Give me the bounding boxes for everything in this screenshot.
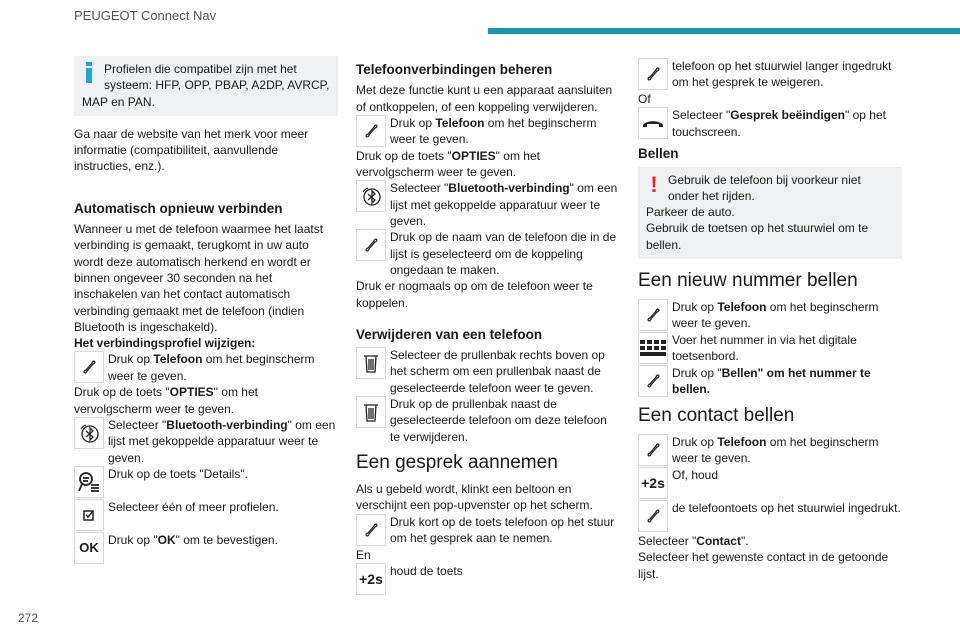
bluetooth-icon	[74, 417, 104, 449]
text-run: Druk op de naam van de telefoon die in de lijst is geselecteerd om de koppeling ongedaan te maken.	[390, 230, 617, 277]
instruction-step	[638, 332, 902, 365]
trash-icon	[356, 396, 386, 428]
text-run: om het beginscherm weer te geven.	[390, 115, 597, 147]
phone-icon	[74, 351, 104, 383]
instruction-step	[638, 500, 902, 533]
text-run: Als u gebeld wordt, klinkt een beltoon en verschijnt een pop-upvenster op het scherm.	[356, 481, 593, 513]
bluetooth-icon	[356, 180, 386, 212]
bold-text: OK	[157, 532, 176, 547]
phone-icon	[638, 500, 668, 532]
paragraph	[74, 335, 338, 351]
text-run: " om een lijst met gekoppelde apparatuur weer te geven.	[108, 418, 336, 465]
note-line: Gebruik de toetsen op het stuurwiel om te bellen.	[646, 221, 869, 252]
hangup-icon	[638, 107, 668, 139]
checkbox-icon	[74, 499, 104, 531]
column-3	[638, 58, 902, 582]
text-run: " om het vervolgscherm weer te geven.	[74, 385, 258, 416]
text-run: Druk op	[108, 352, 154, 367]
text-run: " om een lijst met gekoppelde apparatuur weer te geven.	[390, 181, 618, 229]
text-run: Druk op de toets "Details".	[108, 466, 248, 481]
instruction-step	[74, 532, 338, 565]
instruction-step	[74, 466, 338, 499]
instruction-step	[356, 115, 620, 148]
section-title: Een nieuw nummer bellen	[638, 270, 858, 292]
phone-icon	[356, 229, 386, 261]
bold-text: Bluetooth-verbinding	[448, 181, 570, 196]
section-title: Een contact bellen	[638, 405, 795, 427]
bold-text: Bluetooth-verbinding	[166, 418, 288, 433]
phone-icon	[356, 514, 386, 546]
text-run: Selecteer "	[390, 181, 449, 196]
paragraph	[356, 547, 620, 563]
paragraph	[356, 278, 620, 311]
bold-text: Telefoon	[717, 435, 767, 450]
text-run: Wanneer u met de telefoon waarmee het laatst verbinding is gemaakt, terugkomt in uw auto wordt deze automatisch herkend en wordt er binnen ongeveer 30 seconden na het inschakelen van het contact automatisch verbinding gemaakt met de telefoon (indien Bluetooth is ingeschakeld).	[74, 222, 324, 334]
bold-text: Gesprek beëindigen	[730, 108, 845, 123]
text-run: Selecteer het gewenste contact in de getoonde lijst.	[638, 550, 889, 581]
bold-text: Bellen" om het nummer te bellen.	[672, 366, 871, 397]
spacer	[74, 175, 338, 185]
paragraph	[74, 221, 338, 335]
text-run: om het beginscherm weer te geven.	[672, 300, 879, 331]
spacer	[356, 311, 620, 321]
text-run: " op het touchscreen.	[672, 108, 886, 139]
text-run: Druk kort op de toets telefoon op het stuur om het gesprek aan te nemen.	[390, 514, 615, 545]
bold-text: Het verbindingsprofiel wijzigen:	[74, 336, 256, 351]
text-run: ".	[740, 534, 749, 549]
text-run: telefoon op het stuurwiel langer ingedrukt om het gesprek te weigeren.	[672, 59, 892, 90]
bold-text: Telefoon	[153, 352, 203, 367]
instruction-step	[356, 180, 620, 229]
bold-text: Contact	[696, 534, 741, 549]
text-run: Of, houd	[672, 468, 719, 483]
instruction-step	[74, 417, 338, 466]
subsection-title: Telefoonverbindingen beheren	[356, 62, 553, 77]
text-run: Druk op de toets "	[74, 385, 170, 400]
phone-icon	[356, 115, 386, 147]
paragraph	[638, 91, 902, 107]
phone-icon	[638, 365, 668, 397]
ok-icon: OK	[74, 532, 104, 564]
warning-note	[638, 167, 902, 259]
text-run: Ga naar de website van het merk voor meer informatie (compatibiliteit, aanvullende instructies, enz.).	[74, 126, 309, 174]
text-run: Druk op "	[108, 532, 158, 547]
instruction-step	[638, 365, 902, 398]
text-run: om het beginscherm weer te geven.	[108, 352, 315, 383]
instruction-step	[638, 58, 902, 91]
text-run: Of	[638, 92, 651, 106]
running-header: PEUGEOT Connect Nav	[74, 8, 217, 23]
instruction-step	[356, 396, 620, 445]
plus2s-icon: +2s	[356, 563, 386, 595]
text-run: Gebruik de telefoon bij voorkeur niet onder het rijden.	[668, 172, 861, 203]
instruction-step	[74, 499, 338, 532]
text-run: Druk op	[672, 300, 718, 315]
instruction-step	[356, 563, 620, 596]
section-title: Een gesprek aannemen	[356, 451, 558, 473]
paragraph	[356, 148, 620, 181]
text-run: Druk er nogmaals op om de telefoon weer te koppelen.	[356, 279, 593, 310]
text-run: Selecteer één of meer profielen.	[108, 499, 279, 514]
instruction-step	[638, 467, 902, 500]
text-run: Profielen die compatibel zijn met het systeem: HFP, OPP, PBAP, A2DP, AVRCP, MAP en PAN.	[82, 62, 330, 109]
phone-icon	[638, 434, 668, 466]
warning-icon: !	[650, 171, 658, 197]
keypad-icon	[638, 332, 668, 364]
text-run: Druk op de toets "	[356, 148, 452, 163]
spacer	[74, 185, 338, 195]
page-number: 272	[18, 611, 39, 625]
plus2s-icon: +2s	[638, 467, 668, 499]
subsection-title: Verwijderen van een telefoon	[356, 326, 543, 342]
text-run: Voer het nummer in via het digitale toetsenbord.	[672, 333, 857, 364]
subsection-title: Bellen	[638, 146, 679, 162]
text-run: Druk op "	[672, 366, 722, 381]
text-run: Druk op de prullenbak naast de geselecteerde telefoon om deze telefoon te verwijderen.	[390, 397, 607, 444]
instruction-step	[356, 229, 620, 278]
subsection-title: Automatisch opnieuw verbinden	[74, 200, 283, 216]
paragraph	[356, 82, 620, 115]
phone-icon	[638, 299, 668, 331]
instruction-step	[638, 434, 902, 467]
paragraph	[74, 126, 338, 175]
text-run: En	[356, 547, 371, 562]
trash-icon	[356, 347, 386, 379]
text-run: Druk op	[672, 435, 718, 450]
instruction-step	[356, 514, 620, 547]
text-run: Druk op	[390, 115, 436, 130]
paragraph	[638, 549, 902, 582]
text-run: om het beginscherm weer te geven.	[672, 435, 879, 466]
details-icon	[74, 466, 104, 498]
bold-text: Telefoon	[435, 115, 485, 130]
instruction-step	[74, 351, 338, 384]
text-run: Met deze functie kunt u een apparaat aansluiten of ontkoppelen, of een koppeling verwijderen.	[356, 83, 613, 114]
instruction-step	[638, 299, 902, 332]
column-2	[356, 56, 620, 596]
info-note	[74, 56, 338, 116]
header-accent-bar	[488, 28, 960, 34]
text-run: houd de toets	[390, 563, 463, 578]
text-run: " om te bevestigen.	[175, 532, 278, 547]
instruction-step	[638, 107, 902, 140]
bold-text: Telefoon	[717, 300, 767, 315]
paragraph	[356, 481, 620, 514]
paragraph	[638, 533, 902, 549]
note-line: Parkeer de auto.	[646, 205, 735, 220]
text-run: " om het vervolgscherm weer te geven.	[356, 148, 540, 180]
instruction-step	[356, 347, 620, 396]
column-1	[74, 56, 338, 565]
paragraph	[74, 384, 338, 417]
phone-icon	[638, 58, 668, 90]
info-icon	[82, 61, 98, 89]
text-run: Selecteer de prullenbak rechts boven op het scherm om een prullenbak naast de geselecteerde telefoon weer te geven.	[390, 348, 605, 395]
bold-text: OPTIES	[451, 148, 496, 163]
text-run: de telefoontoets op het stuurwiel ingedrukt.	[672, 501, 901, 516]
bold-text: OPTIES	[169, 385, 214, 400]
text-run: Selecteer "	[108, 418, 167, 433]
text-run: Selecteer "	[638, 534, 697, 549]
text-run: Selecteer "	[672, 108, 731, 123]
